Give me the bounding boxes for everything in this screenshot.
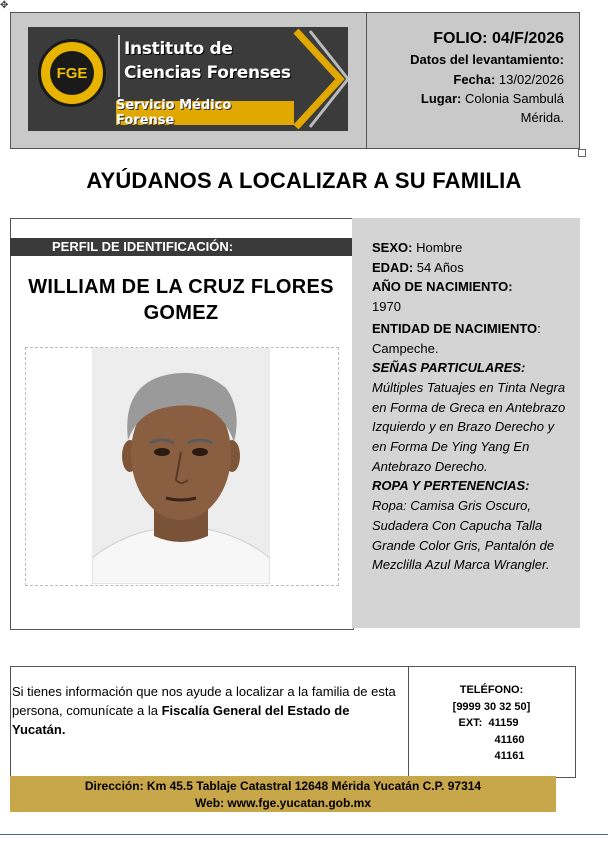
lugar-value: Colonia Sambulá xyxy=(464,91,564,106)
senas-value: Múltiples Tatuajes en Tinta Negra en Forma de Greca en Antebrazo Izquierdo y en Brazo Derecho y en Forma De Ying Yang En Antebrazo Derecho. xyxy=(372,379,566,474)
lugar-city: Mérida. xyxy=(520,110,564,125)
ext-3: 41161 xyxy=(494,750,525,762)
anio-label: AÑO DE NACIMIENTO: xyxy=(372,279,513,295)
seal-text: FGE xyxy=(50,51,94,95)
entidad-colon: : xyxy=(537,320,541,336)
fecha-label: Fecha: xyxy=(453,72,496,87)
resize-handle[interactable] xyxy=(578,149,586,157)
person-photo xyxy=(92,348,270,584)
page-title: AYÚDANOS A LOCALIZAR A SU FAMILIA xyxy=(86,168,522,193)
ext-label: EXT: xyxy=(458,717,483,729)
move-handle-icon[interactable]: ✥ xyxy=(0,0,9,11)
contact-message xyxy=(12,682,402,739)
folio-number: FOLIO: 04/F/2026 xyxy=(433,30,564,47)
logo-separator xyxy=(118,35,120,97)
entidad-label: ENTIDAD DE NACIMIENTO xyxy=(372,320,538,336)
header-divider xyxy=(366,12,367,148)
sexo-row xyxy=(372,238,572,258)
ropa-value: Ropa: Camisa Gris Oscuro, Sudadera Con Capucha Talla Grande Color Gris, Pantalón de Mezclilla Azul Marca Wrangler. xyxy=(372,498,555,573)
person-name-line1: WILLIAM DE LA CRUZ FLORES xyxy=(28,276,334,298)
footer-address: Dirección: Km 45.5 Tablaje Catastral 12648 Mérida Yucatán C.P. 97314 xyxy=(84,779,482,793)
anio-value: 1970 xyxy=(372,299,401,315)
fecha-value: 13/02/2026 xyxy=(498,72,564,87)
ropa-label: ROPA Y PERTENENCIAS: xyxy=(372,478,530,494)
entidad-value: Campeche. xyxy=(372,340,439,356)
fecha-row xyxy=(453,72,564,87)
sexo-label: SEXO: xyxy=(372,240,413,255)
person-name-line2: GOMEZ xyxy=(143,302,219,324)
person-name xyxy=(10,274,352,326)
logo-banner: Servicio Médico Forense xyxy=(116,101,294,125)
entidad-row xyxy=(372,319,572,339)
lugar-row xyxy=(421,91,564,106)
footer-web: Web: www.fge.yucatan.gob.mx xyxy=(194,796,372,810)
institute-logo xyxy=(28,27,348,131)
tel-label: TELÉFONO: xyxy=(459,684,524,696)
contact-message-text: Si tienes información que nos ayude a localizar a la familia de esta persona, comunícate a la xyxy=(12,684,396,718)
extensions xyxy=(459,715,525,765)
ext-1: 41159 xyxy=(488,717,519,729)
profile-header-bar xyxy=(10,238,352,256)
profile-header-label: PERFIL DE IDENTIFICACIÓN: xyxy=(52,239,234,254)
footer-bar xyxy=(10,776,556,812)
contact-agency: Fiscalía General del Estado de Yucatán. xyxy=(12,703,350,737)
sexo-value: Hombre xyxy=(416,240,463,255)
edad-row xyxy=(372,258,572,278)
fge-seal-icon xyxy=(38,39,106,107)
telephone-info xyxy=(409,682,574,765)
lugar-label: Lugar: xyxy=(420,91,462,106)
details-content xyxy=(372,238,572,575)
logo-line2: Ciencias Forenses xyxy=(124,63,291,83)
chevron-decoration-icon xyxy=(290,27,348,131)
page-bottom-line xyxy=(0,834,608,835)
tel-number: [9999 30 32 50] xyxy=(452,700,531,713)
edad-label: EDAD: xyxy=(372,259,414,275)
logo-line1: Instituto de xyxy=(124,39,233,59)
edad-value: 54 Años xyxy=(416,259,464,275)
senas-label: SEÑAS PARTICULARES: xyxy=(372,360,526,376)
datos-label: Datos del levantamiento: xyxy=(410,52,564,67)
ext-2: 41160 xyxy=(494,733,525,746)
